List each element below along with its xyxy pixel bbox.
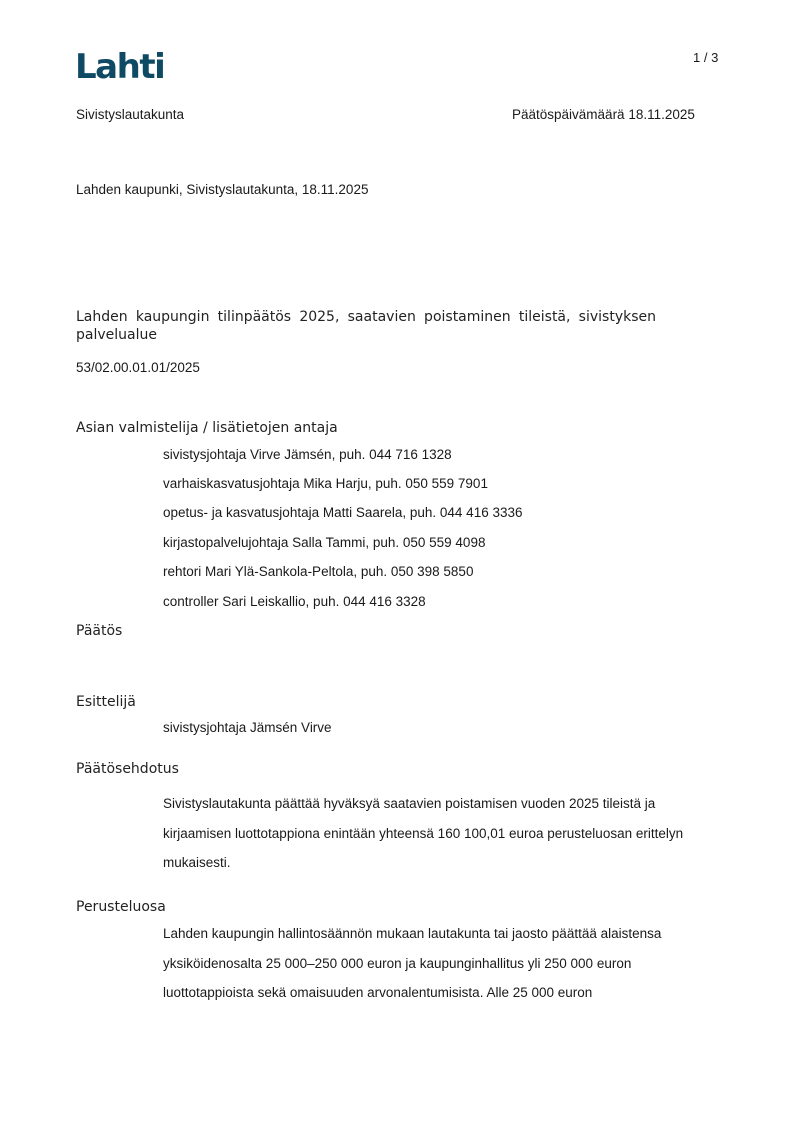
- logo-text: Lahti: [75, 47, 165, 83]
- presenter-name: sivistysjohtaja Jämsén Virve: [163, 720, 332, 735]
- presenter-heading: Esittelijä: [76, 694, 136, 710]
- preparer-item: controller Sari Leiskallio, puh. 044 416 3328: [163, 594, 426, 609]
- proposal-text: Sivistyslautakunta päättää hyväksyä saatavien poistamisen vuoden 2025 tileistä ja kirjaamisen luottotappiona enintään yhteensä 160 100,01 euroa perusteluosan erittelyn mukaisesti.: [163, 796, 684, 870]
- preparer-item: kirjastopalvelujohtaja Salla Tammi, puh. 050 559 4098: [163, 535, 486, 550]
- proposal-heading: Päätösehdotus: [76, 761, 179, 777]
- rationale-heading: Perusteluosa: [76, 899, 166, 915]
- preparer-item: sivistysjohtaja Virve Jämsén, puh. 044 716 1328: [163, 447, 452, 462]
- record-number: 53/02.00.01.01/2025: [76, 360, 200, 375]
- meeting-line: Lahden kaupunki, Sivistyslautakunta, 18.11.2025: [76, 182, 369, 197]
- header-committee: Sivistyslautakunta: [76, 107, 185, 122]
- lahti-logo: [75, 45, 170, 83]
- preparer-item: rehtori Mari Ylä-Sankola-Peltola, puh. 050 398 5850: [163, 564, 474, 579]
- decision-heading: Päätös: [76, 623, 123, 639]
- rationale-text: Lahden kaupungin hallintosäännön mukaan lautakunta tai jaosto päättää alaistensa yksiköidenosalta 25 000–250 000 euron ja kaupunginhallitus yli 250 000 euron luottotappioista sekä omaisuuden arvonalentumisista. Alle 25 000 euron: [163, 926, 662, 1000]
- page-number: 1 / 3: [693, 50, 719, 65]
- document-title: Lahden kaupungin tilinpäätös 2025, saatavien poistaminen tileistä, sivistyksen palvelualue: [76, 309, 656, 343]
- preparers-heading: Asian valmistelija / lisätietojen antaja: [76, 420, 338, 436]
- header-decision-date: Päätöspäivämäärä 18.11.2025: [512, 107, 695, 122]
- preparer-item: varhaiskasvatusjohtaja Mika Harju, puh. 050 559 7901: [163, 476, 488, 491]
- preparer-item: opetus- ja kasvatusjohtaja Matti Saarela, puh. 044 416 3336: [163, 505, 523, 520]
